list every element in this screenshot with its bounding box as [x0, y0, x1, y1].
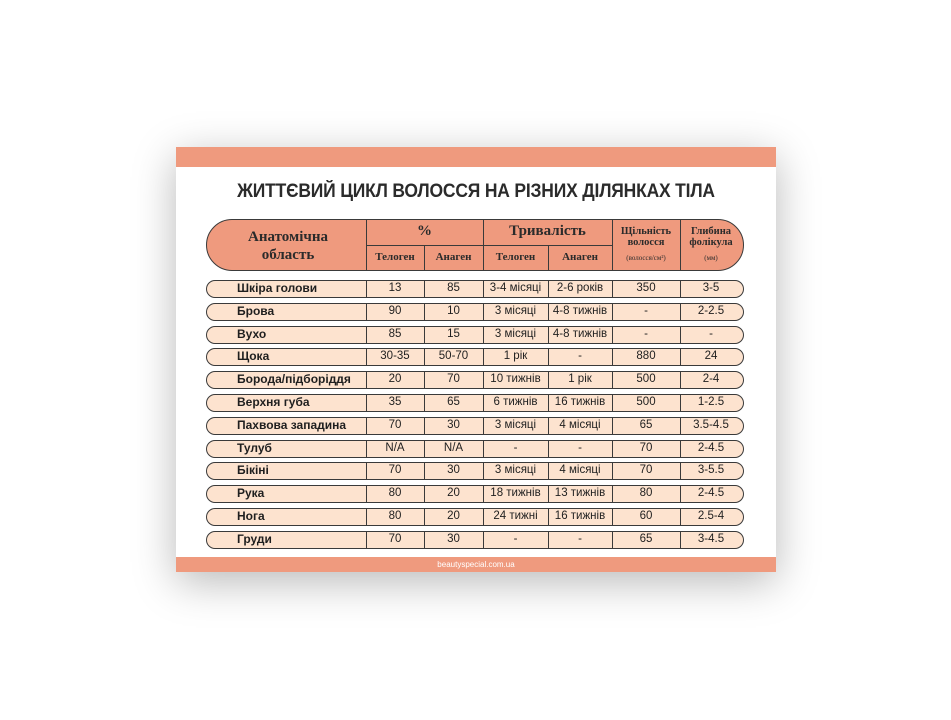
table-row: [206, 326, 744, 344]
table-row: [206, 417, 744, 435]
cell-depth: 2-4: [702, 373, 720, 386]
cell-tel-dur: 3 місяці: [494, 418, 537, 431]
table-row: [206, 371, 744, 389]
cell-density: 80: [639, 487, 653, 500]
cell-tel-pct: 70: [388, 418, 402, 431]
table-row: [206, 531, 744, 549]
cell-density: 880: [636, 350, 656, 363]
cell-ana-dur: 4 місяці: [559, 418, 601, 431]
cell-ana-pct: 10: [447, 304, 460, 317]
cell-depth: -: [709, 327, 713, 340]
header-area: Анатомічна область: [248, 229, 328, 263]
cell-ana-dur: 2-6 років: [556, 282, 604, 294]
cell-ana-pct: 20: [447, 487, 460, 500]
cell-density: -: [644, 304, 648, 317]
cell-density: 70: [639, 441, 653, 454]
header-density: Щільність волосся: [620, 226, 672, 248]
cell-area: Бікіні: [237, 463, 269, 478]
table-row: [206, 303, 744, 321]
cell-depth: 3-5.5: [697, 464, 725, 477]
header-telogen-dur: Телоген: [495, 251, 536, 263]
table-row: [206, 348, 744, 366]
cell-area: Тулуб: [237, 440, 272, 455]
cell-ana-dur: 4 місяці: [559, 464, 601, 477]
cell-area: Брова: [237, 303, 275, 318]
cell-density: 350: [636, 282, 656, 294]
cell-depth: 3.5-4.5: [693, 418, 729, 431]
cell-area: Верхня губа: [237, 395, 310, 409]
cell-tel-pct: 20: [388, 373, 402, 386]
cell-tel-dur: 3 місяці: [494, 327, 537, 340]
cell-ana-dur: 4-8 тижнів: [552, 304, 608, 317]
cell-area: Щока: [237, 349, 270, 364]
cell-tel-pct: N/A: [385, 441, 405, 454]
footer-url: beautyspecial.com.ua: [437, 560, 515, 569]
table-row: [206, 485, 744, 503]
cell-tel-dur: -: [513, 441, 518, 454]
cell-ana-dur: 13 тижнів: [554, 487, 606, 500]
cell-depth: 2-4.5: [697, 487, 725, 500]
poster-card: [176, 147, 776, 572]
cell-ana-pct: 50-70: [438, 350, 469, 363]
cell-area: Борода/підборіддя: [237, 372, 351, 387]
cell-tel-dur: 3 місяці: [494, 464, 537, 477]
cell-ana-dur: 16 тижнів: [554, 510, 606, 522]
cell-tel-pct: 70: [388, 464, 402, 477]
cell-area: Шкіра голови: [237, 281, 318, 295]
cell-depth: 1-2.5: [697, 396, 725, 408]
cell-area: Вухо: [237, 326, 267, 341]
cell-tel-dur: 10 тижнів: [490, 373, 541, 386]
cell-area: Нога: [237, 509, 265, 523]
cell-tel-dur: 3 місяці: [494, 304, 537, 317]
cell-tel-dur: 6 тижнів: [493, 396, 538, 408]
cell-area: Рука: [237, 486, 265, 501]
cell-ana-dur: 4-8 тижнів: [552, 327, 608, 340]
cell-ana-dur: -: [578, 350, 582, 363]
cell-tel-pct: 80: [388, 487, 402, 500]
cell-density: 65: [639, 532, 653, 545]
cell-depth: 24: [704, 350, 718, 363]
cell-tel-dur: 1 рік: [503, 350, 528, 363]
cell-density: 70: [639, 464, 653, 477]
cell-ana-pct: 65: [447, 396, 460, 408]
header-percent: %: [417, 223, 432, 239]
cell-ana-pct: 30: [447, 532, 460, 545]
header-anagen-dur: Анаген: [562, 251, 598, 263]
cell-ana-pct: 30: [447, 418, 460, 431]
cell-density: -: [644, 327, 648, 340]
cell-density: 500: [636, 373, 656, 386]
cell-depth: 2-4.5: [697, 441, 725, 454]
cell-ana-dur: 16 тижнів: [554, 396, 606, 408]
cell-ana-pct: 30: [447, 464, 460, 477]
table-row: [206, 394, 744, 412]
cell-tel-pct: 80: [388, 510, 402, 522]
cell-depth: 3-4.5: [697, 532, 725, 545]
cell-density: 500: [636, 396, 656, 408]
cell-density: 60: [639, 510, 653, 522]
cell-depth: 2-2.5: [697, 304, 725, 317]
cell-tel-pct: 90: [388, 304, 402, 317]
cell-ana-dur: -: [578, 532, 582, 545]
header-telogen-pct: Телоген: [375, 251, 415, 263]
cell-tel-dur: 3-4 місяці: [489, 282, 542, 294]
cell-tel-dur: 24 тижні: [493, 510, 538, 522]
cell-ana-pct: 85: [447, 282, 460, 294]
table-row: [206, 462, 744, 480]
cell-density: 65: [639, 418, 653, 431]
cell-tel-dur: 18 тижнів: [490, 487, 541, 500]
table-header: [206, 219, 744, 271]
cell-tel-pct: 70: [388, 532, 402, 545]
cell-tel-pct: 13: [388, 282, 402, 294]
header-duration: Тривалість: [509, 223, 586, 239]
cell-tel-pct: 30-35: [380, 350, 410, 363]
cell-tel-pct: 85: [388, 327, 402, 340]
table-row: [206, 280, 744, 298]
cell-tel-pct: 35: [388, 396, 402, 408]
table-row: [206, 508, 744, 526]
top-accent-bar: [176, 147, 776, 167]
cell-depth: 2.5-4: [697, 510, 725, 522]
table-row: [206, 440, 744, 458]
header-density-unit: (волосся/см²): [626, 254, 666, 262]
header-anagen-pct: Анаген: [435, 251, 472, 263]
page-title: ЖИТТЄВИЙ ЦИКЛ ВОЛОССЯ НА РІЗНИХ ДІЛЯНКАХ ТІЛА: [237, 181, 715, 202]
cell-ana-dur: -: [578, 441, 582, 454]
cell-area: Груди: [237, 531, 272, 546]
cell-ana-dur: 1 рік: [568, 373, 592, 386]
footer-bar: [176, 557, 776, 572]
header-depth: Глибина фолікула: [689, 226, 733, 248]
cell-ana-pct: 70: [447, 373, 460, 386]
cell-ana-pct: N/A: [443, 441, 464, 454]
header-depth-unit: (мм): [704, 254, 718, 262]
cell-ana-pct: 15: [447, 327, 460, 340]
cell-area: Пахвова западина: [237, 417, 347, 432]
cell-depth: 3-5: [702, 282, 720, 294]
cell-ana-pct: 20: [447, 510, 460, 522]
cell-tel-dur: -: [513, 532, 518, 545]
